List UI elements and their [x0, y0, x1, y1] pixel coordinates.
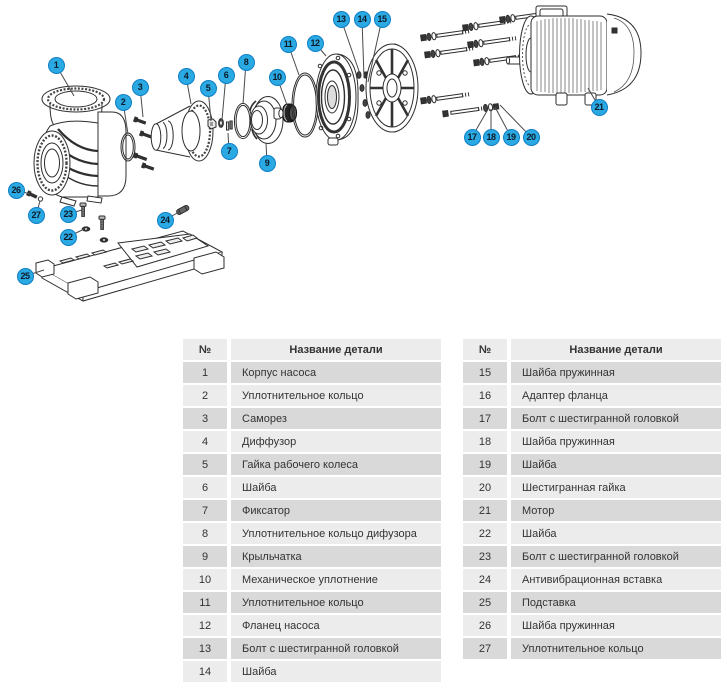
part-name-cell: Уплотнительное кольцо: [507, 638, 721, 659]
callout-7: 7: [221, 143, 238, 160]
callout-10: 10: [269, 69, 286, 86]
part-number-cell: 15: [463, 362, 507, 383]
leader-line: [362, 19, 364, 78]
callout-23: 23: [60, 206, 77, 223]
part-number-cell: 19: [463, 454, 507, 475]
callout-21: 21: [591, 99, 608, 116]
part-name-cell: Уплотнительное кольцо: [227, 385, 441, 406]
callout-24: 24: [157, 212, 174, 229]
callout-6: 6: [218, 67, 235, 84]
part-number-cell: 23: [463, 546, 507, 567]
parts-table-15-27: [463, 337, 721, 661]
part-number-cell: 25: [463, 592, 507, 613]
callout-15: 15: [374, 11, 391, 28]
callout-17: 17: [464, 129, 481, 146]
part-number-cell: 18: [463, 431, 507, 452]
table-row: [183, 385, 441, 406]
table-row: [183, 615, 441, 636]
part-number-cell: 13: [183, 638, 227, 659]
part-number-cell: 14: [183, 661, 227, 682]
callout-25: 25: [17, 268, 34, 285]
table-row: [463, 362, 721, 383]
callout-20: 20: [523, 129, 540, 146]
part-name-cell: Мотор: [507, 500, 721, 521]
leader-lines: [0, 0, 727, 330]
part-number-cell: 21: [463, 500, 507, 521]
leader-line: [368, 19, 382, 82]
part-name-cell: Саморез: [227, 408, 441, 429]
part-name-cell: Механическое уплотнение: [227, 569, 441, 590]
table-row: [183, 477, 441, 498]
part-number-cell: 9: [183, 546, 227, 567]
col-header-part-name: Название детали: [227, 339, 441, 360]
table-row: [463, 546, 721, 567]
part-name-cell: Шайба: [227, 477, 441, 498]
callout-19: 19: [503, 129, 520, 146]
part-number-cell: 7: [183, 500, 227, 521]
part-name-cell: Болт с шестигранной головкой: [507, 408, 721, 429]
col-header-number: №: [183, 339, 227, 360]
part-number-cell: 2: [183, 385, 227, 406]
col-header-number: №: [463, 339, 507, 360]
part-name-cell: Диффузор: [227, 431, 441, 452]
part-number-cell: 22: [463, 523, 507, 544]
table-row: [183, 546, 441, 567]
table-row: [183, 431, 441, 452]
part-number-cell: 27: [463, 638, 507, 659]
part-name-cell: Шайба пружинная: [507, 431, 721, 452]
exploded-view-diagram: [0, 0, 727, 330]
part-number-cell: 12: [183, 615, 227, 636]
part-number-cell: 11: [183, 592, 227, 613]
parts-table-1-14: [183, 337, 441, 684]
part-name-cell: Шайба: [507, 454, 721, 475]
part-name-cell: Фланец насоса: [227, 615, 441, 636]
part-name-cell: Шестигранная гайка: [507, 477, 721, 498]
part-number-cell: 17: [463, 408, 507, 429]
part-number-cell: 4: [183, 431, 227, 452]
callout-12: 12: [307, 35, 324, 52]
table-row: [463, 454, 721, 475]
callout-14: 14: [354, 11, 371, 28]
col-header-part-name: Название детали: [507, 339, 721, 360]
table-row: [183, 569, 441, 590]
callout-18: 18: [483, 129, 500, 146]
table-row: [183, 362, 441, 383]
part-name-cell: Корпус насоса: [227, 362, 441, 383]
table-row: [463, 477, 721, 498]
part-number-cell: 1: [183, 362, 227, 383]
callout-27: 27: [28, 207, 45, 224]
part-name-cell: Уплотнительное кольцо: [227, 592, 441, 613]
part-name-cell: Подставка: [507, 592, 721, 613]
table-row: [463, 385, 721, 406]
part-number-cell: 24: [463, 569, 507, 590]
part-name-cell: Гайка рабочего колеса: [227, 454, 441, 475]
callout-22: 22: [60, 229, 77, 246]
part-name-cell: Адаптер фланца: [507, 385, 721, 406]
callout-5: 5: [200, 80, 217, 97]
table-row: [183, 500, 441, 521]
part-number-cell: 26: [463, 615, 507, 636]
part-number-cell: 10: [183, 569, 227, 590]
part-name-cell: Антивибрационная вставка: [507, 569, 721, 590]
table-row: [463, 523, 721, 544]
callout-11: 11: [280, 36, 297, 53]
part-number-cell: 5: [183, 454, 227, 475]
callout-13: 13: [333, 11, 350, 28]
part-name-cell: Фиксатор: [227, 500, 441, 521]
table-row: [463, 569, 721, 590]
part-number-cell: 6: [183, 477, 227, 498]
part-name-cell: Болт с шестигранной головкой: [507, 546, 721, 567]
callout-8: 8: [238, 54, 255, 71]
part-name-cell: Шайба: [227, 661, 441, 682]
table-row: [183, 638, 441, 659]
table-row: [463, 638, 721, 659]
callout-3: 3: [132, 79, 149, 96]
part-name-cell: Шайба пружинная: [507, 615, 721, 636]
table-row: [463, 592, 721, 613]
callout-9: 9: [259, 155, 276, 172]
callout-4: 4: [178, 68, 195, 85]
callout-26: 26: [8, 182, 25, 199]
table-row: [463, 615, 721, 636]
part-number-cell: 8: [183, 523, 227, 544]
table-row: [463, 431, 721, 452]
table-row: [183, 523, 441, 544]
part-number-cell: 20: [463, 477, 507, 498]
part-number-cell: 16: [463, 385, 507, 406]
callout-2: 2: [115, 94, 132, 111]
part-number-cell: 3: [183, 408, 227, 429]
part-name-cell: Уплотнительное кольцо дифузора: [227, 523, 441, 544]
part-name-cell: Шайба пружинная: [507, 362, 721, 383]
table-row: [183, 661, 441, 682]
table-row: [183, 408, 441, 429]
part-name-cell: Крыльчатка: [227, 546, 441, 567]
part-name-cell: Болт с шестигранной головкой: [227, 638, 441, 659]
callout-1: 1: [48, 57, 65, 74]
table-row: [183, 454, 441, 475]
table-row: [463, 408, 721, 429]
part-name-cell: Шайба: [507, 523, 721, 544]
table-row: [463, 500, 721, 521]
table-row: [183, 592, 441, 613]
